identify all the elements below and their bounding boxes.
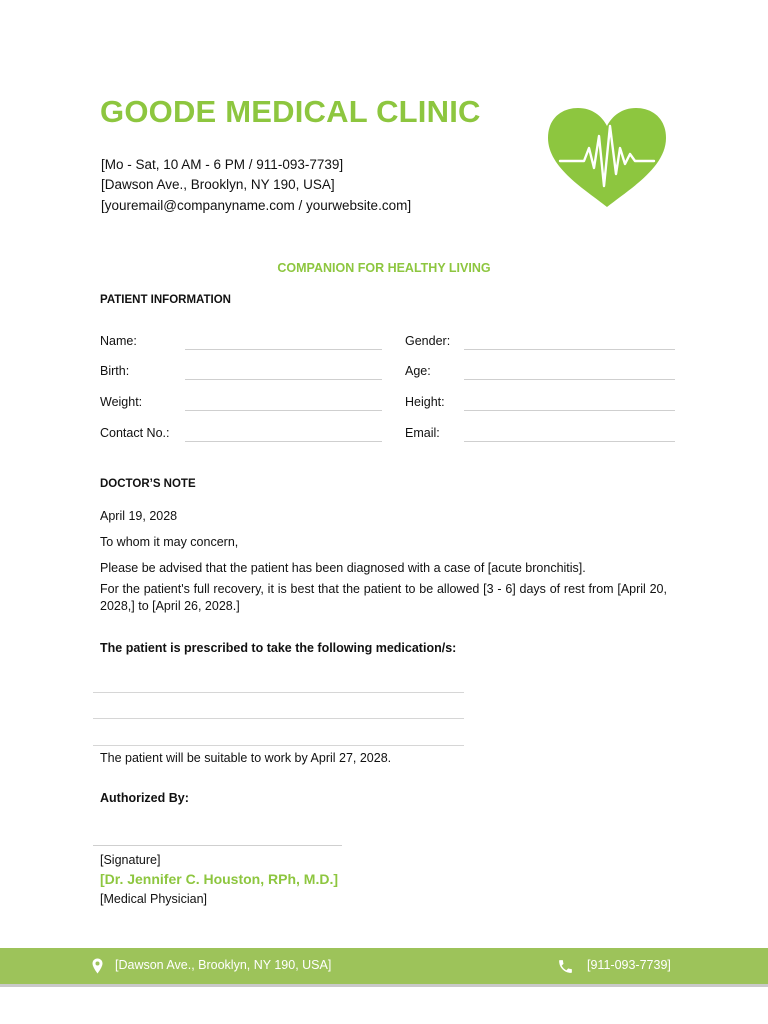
doctors-note-title: DOCTOR’S NOTE — [100, 478, 196, 490]
location-pin-icon — [92, 958, 103, 974]
gender-field[interactable] — [464, 349, 675, 350]
footer-address: [Dawson Ave., Brooklyn, NY 190, USA] — [115, 958, 332, 972]
doctor-name: [Dr. Jennifer C. Houston, RPh, M.D.] — [100, 871, 339, 887]
work-return: The patient will be suitable to work by April 27, 2028. — [100, 751, 392, 765]
tagline: COMPANION FOR HEALTHY LIVING — [277, 261, 491, 275]
weight-field[interactable] — [185, 410, 382, 411]
medication-line-3[interactable] — [93, 745, 464, 746]
medication-heading: The patient is prescribed to take the following medication/s: — [100, 641, 457, 655]
medication-line-2[interactable] — [93, 718, 464, 719]
note-diagnosis: Please be advised that the patient has been diagnosed with a case of [acute bronchitis]. — [100, 561, 586, 575]
height-label: Height: — [405, 395, 445, 409]
email-field[interactable] — [464, 441, 675, 442]
doctor-title: [Medical Physician] — [100, 892, 207, 906]
signature-line[interactable] — [93, 845, 342, 846]
note-date: April 19, 2028 — [100, 509, 178, 523]
footer-phone: [911-093-7739] — [587, 958, 671, 972]
birth-field[interactable] — [185, 379, 382, 380]
birth-label: Birth: — [100, 364, 130, 378]
clinic-web: [youremail@companyname.com / yourwebsite.com] — [101, 198, 412, 213]
medication-line-1[interactable] — [93, 692, 464, 693]
phone-icon — [557, 958, 574, 975]
note-recovery: For the patient's full recovery, it is best that the patient to be allowed [3 - 6] days of rest from [April 20, 2028,] to [April 26, 2028.] — [100, 582, 667, 613]
age-field[interactable] — [464, 379, 675, 380]
patient-info-title: PATIENT INFORMATION — [100, 294, 231, 306]
clinic-address: [Dawson Ave., Brooklyn, NY 190, USA] — [101, 177, 335, 192]
signature-label: [Signature] — [100, 853, 161, 867]
weight-label: Weight: — [100, 395, 143, 409]
heart-pulse-icon — [546, 106, 668, 210]
clinic-hours: [Mo - Sat, 10 AM - 6 PM / 911-093-7739] — [101, 157, 344, 172]
authorized-by-label: Authorized By: — [100, 791, 189, 805]
clinic-name: GOODE MEDICAL CLINIC — [100, 94, 481, 129]
contact-label: Contact No.: — [100, 426, 170, 440]
name-field[interactable] — [185, 349, 382, 350]
name-label: Name: — [100, 334, 137, 348]
footer-bar — [0, 948, 768, 987]
age-label: Age: — [405, 364, 431, 378]
email-label: Email: — [405, 426, 440, 440]
contact-field[interactable] — [185, 441, 382, 442]
gender-label: Gender: — [405, 334, 451, 348]
height-field[interactable] — [464, 410, 675, 411]
note-salutation: To whom it may concern, — [100, 535, 239, 549]
